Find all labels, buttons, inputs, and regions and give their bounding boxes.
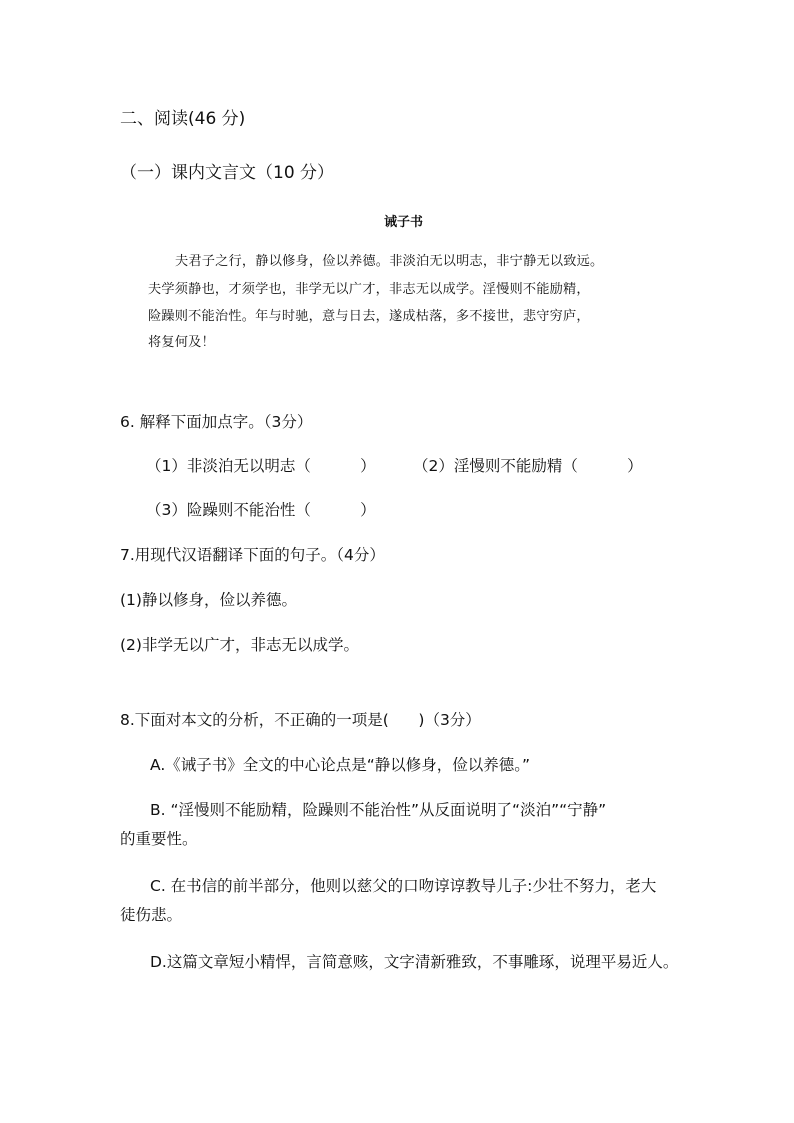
section-title: 二、阅读(46 分) xyxy=(120,109,246,129)
sub-section-title: （一）课内文言文（10 分） xyxy=(120,163,335,183)
question-6-item-3: （3）险躁则不能治性（ ） xyxy=(146,501,376,519)
question-7-item-2: (2)非学无以广才，非志无以成学。 xyxy=(120,636,359,654)
question-7-item-1: (1)静以修身，俭以养德。 xyxy=(120,591,297,609)
question-7-stem: 7.用现代汉语翻译下面的句子。（4分） xyxy=(120,546,385,564)
passage-line-2: 夫学须静也，才须学也，非学无以广才，非志无以成学。淫慢则不能励精， xyxy=(148,282,590,297)
question-6-item-1: （1）非淡泊无以明志（ ） xyxy=(146,457,376,475)
question-8-option-c-line-1: C. 在书信的前半部分，他则以慈父的口吻谆谆教导儿子:少壮不努力，老大 xyxy=(150,877,657,895)
question-8-option-c-line-2: 徒伤悲。 xyxy=(120,906,183,924)
question-6-item-2: （2）淫慢则不能励精（ ） xyxy=(413,457,643,475)
question-6-stem: 6. 解释下面加点字。（3分） xyxy=(120,413,313,431)
question-8-option-d: D.这篇文章短小精悍，言简意赅，文字清新雅致，不事雕琢，说理平易近人。 xyxy=(150,953,679,971)
passage-line-3: 险躁则不能治性。年与时驰，意与日去，遂成枯落，多不接世，悲守穷庐， xyxy=(148,309,590,324)
passage-line-1: 夫君子之行，静以修身，俭以养德。非淡泊无以明志，非宁静无以致远。 xyxy=(175,254,604,269)
question-8-option-b-line-2: 的重要性。 xyxy=(120,830,198,848)
question-8-option-a: A.《诫子书》全文的中心论点是“静以修身，俭以养德。” xyxy=(150,756,531,774)
passage-line-4: 将复何及！ xyxy=(148,335,215,350)
passage-title: 诫子书 xyxy=(384,215,424,230)
question-8-option-b-line-1: B. “淫慢则不能励精，险躁则不能治性”从反面说明了“淡泊”“宁静” xyxy=(150,801,607,819)
question-8-stem: 8.下面对本文的分析，不正确的一项是( )（3分） xyxy=(120,711,481,729)
